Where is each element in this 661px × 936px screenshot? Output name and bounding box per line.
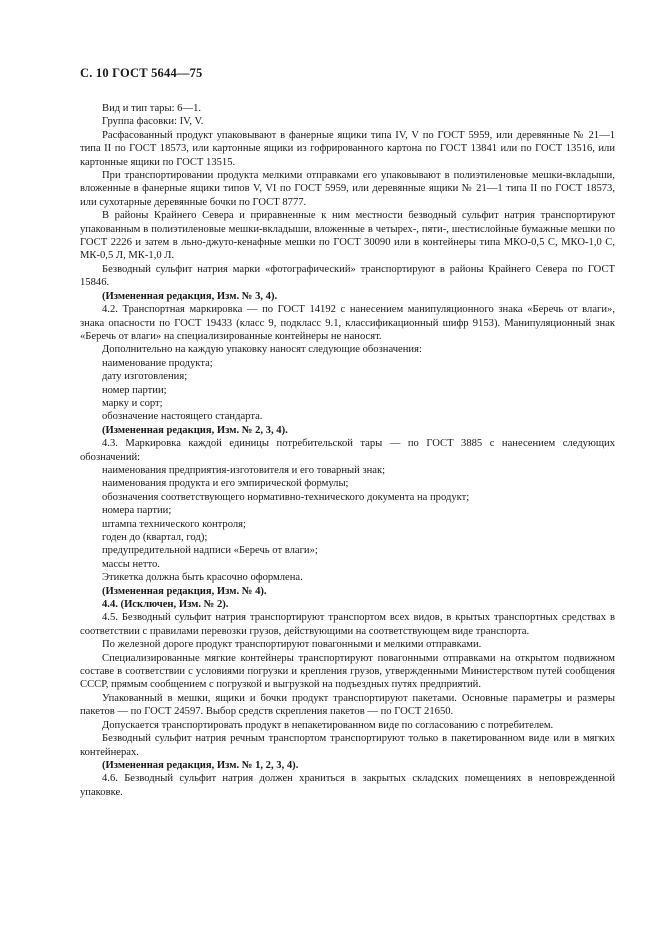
paragraph: По железной дороге продукт транспортируют повагонными и мелкими отправками. — [102, 639, 482, 651]
paragraph: При транспортировании продукта мелкими отправками его упаковывают в полиэтиленовые мешки-вкладыши, вложенные в фанерные ящики типов V, VI по ГОСТ 5959, или деревянные ящики № 21—1 типа II по ГОСТ 18573, или сухотарные деревянные бочки по ГОСТ 8777. — [80, 170, 615, 208]
paragraph: Расфасованный продукт упаковывают в фанерные ящики типа IV, V по ГОСТ 5959, или деревянные № 21—1 типа II по ГОСТ 18573, или картонные ящики из гофрированного картона по ГОСТ 13841 или по ГОСТ 13516, или картонные ящики по ГОСТ 13515. — [80, 129, 615, 168]
paragraph: 4.3. Маркировка каждой единицы потребительской тары — по ГОСТ 3885 с нанесением следующих обозначений: — [80, 438, 615, 463]
paragraph: В районы Крайнего Севера и приравненные к ним местности безводный сульфит натрия транспортируют упакованным в полиэтиленовые мешки-вкладыши, вложенные в четырех-, пяти-, шестислойные бумажные мешки по ГОСТ 2226 и затем в льно-джуто-кенафные мешки по ГОСТ 30090 или в контейнеры типа МКО-0,5 С, МКО-1,0 С, МК-0,5 Л, МК-1,0 Л. — [80, 210, 615, 262]
paragraph: 4.6. Безводный сульфит натрия должен храниться в закрытых складских помещениях в неповрежденной упаковке. — [80, 773, 615, 798]
paragraph: дату изготовления; — [102, 371, 188, 383]
document-body — [80, 102, 615, 799]
paragraph: предупредительной надписи «Беречь от влаги»; — [102, 545, 318, 557]
paragraph: наименования предприятия-изготовителя и его товарный знак; — [102, 464, 386, 476]
amendment-note: (Измененная редакция, Изм. № 2, 3, 4). — [102, 424, 288, 436]
paragraph: марку и сорт; — [102, 397, 163, 409]
amendment-note: (Измененная редакция, Изм. № 3, 4). — [102, 290, 278, 302]
paragraph: штампа технического контроля; — [102, 518, 246, 530]
paragraph: обозначения соответствующего нормативно-технического документа на продукт; — [102, 491, 470, 503]
paragraph: номера партии; — [102, 505, 172, 517]
paragraph: Допускается транспортировать продукт в непакетированном виде по согласованию с потребителем. — [102, 719, 554, 731]
amendment-note: 4.4. (Исключен, Изм. № 2). — [102, 599, 229, 611]
amendment-note: (Измененная редакция, Изм. № 4). — [102, 585, 267, 597]
paragraph: 4.2. Транспортная маркировка — по ГОСТ 14192 с нанесением манипуляционного знака «Беречь от влаги», знака опасности по ГОСТ 19433 (класс 9, подкласс 9.1, классификационный шифр 9153). Манипуляционный знак «Беречь от влаги» на специализированные контейнеры не наносят. — [80, 304, 615, 342]
paragraph: 4.5. Безводный сульфит натрия транспортируют транспортом всех видов, в крытых транспортных средствах в соответствии с правилами перевозки грузов, действующими на соответствующем виде транспорта. — [80, 612, 615, 637]
paragraph: Безводный сульфит натрия речным транспортом транспортируют только в пакетированном виде или в мягких контейнерах. — [80, 733, 615, 758]
paragraph: обозначение настоящего стандарта. — [102, 411, 263, 423]
amendment-note: (Измененная редакция, Изм. № 1, 2, 3, 4). — [102, 759, 299, 771]
paragraph: наименования продукта и его эмпирической формулы; — [102, 478, 349, 490]
document-page — [80, 65, 615, 799]
paragraph: массы нетто. — [102, 558, 160, 570]
paragraph: Этикетка должна быть красочно оформлена. — [102, 572, 303, 584]
paragraph: Группа фасовки: IV, V. — [102, 116, 204, 128]
paragraph: Вид и тип тары: 6—1. — [102, 103, 202, 114]
paragraph: Упакованный в мешки, ящики и бочки продукт транспортируют пакетами. Основные параметры и размеры пакетов — по ГОСТ 24597. Выбор средств скрепления пакетов — по ГОСТ 21650. — [80, 692, 615, 718]
page-header: С. 10 ГОСТ 5644—75 — [80, 66, 203, 80]
paragraph: номер партии; — [102, 384, 167, 396]
paragraph: Дополнительно на каждую упаковку наносят следующие обозначения: — [102, 344, 422, 356]
paragraph: годен до (квартал, год); — [102, 532, 208, 543]
paragraph: наименование продукта; — [102, 357, 213, 369]
paragraph: Безводный сульфит натрия марки «фотографический» транспортируют в районы Крайнего Севера по ГОСТ 15846. — [80, 263, 615, 289]
paragraph: Специализированные мягкие контейнеры транспортируют повагонными отправками на открытом подвижном составе в соответствии с условиями погрузки и крепления грузов, утвержденными Министерством путей сообщения СССР, прямым сообщением с погрузкой и выгрузкой на подъездных путях предприятий. — [80, 652, 615, 691]
